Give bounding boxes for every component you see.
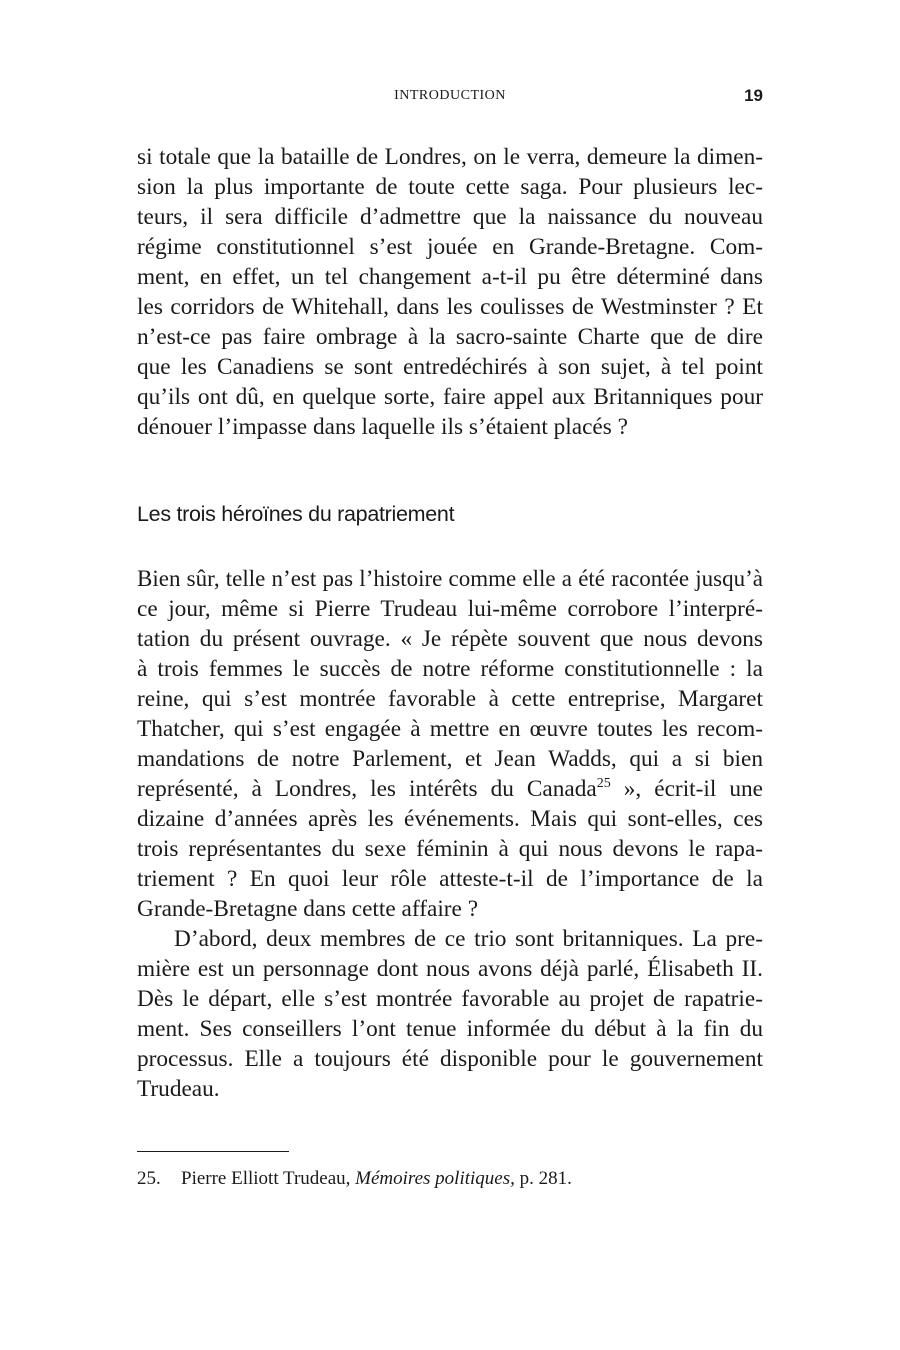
footnote-title: Mémoires politiques,: [355, 1168, 515, 1189]
text-line: que les Canadiens se sont entredéchirés à son sujet, à tel point: [137, 354, 763, 380]
footnote-page: p. 281.: [514, 1168, 572, 1189]
note-line-after: », écrit-il une: [610, 776, 763, 802]
text-line: Bien sûr, telle n’est pas l’histoire comme elle a été racontée jusqu’à: [137, 566, 763, 591]
page-number: 19: [744, 86, 763, 105]
text-line: trois représentantes du sexe féminin à qui nous devons le rapa-: [137, 836, 763, 862]
text-line: dizaine d’années après les événements. Mais qui sont-elles, ces: [137, 806, 763, 832]
paragraph-2: [137, 564, 763, 924]
text-line: sion la plus importante de toute cette saga. Pour plusieurs lec-: [137, 174, 763, 200]
text-line-with-note: [137, 774, 763, 804]
text-line: mandations de notre Parlement, et Jean Wadds, qui a si bien: [137, 746, 763, 772]
text-line: ce jour, même si Pierre Trudeau lui-même corrobore l’interpré-: [137, 596, 763, 622]
text-line: reine, qui s’est montrée favorable à cette entreprise, Margaret: [137, 686, 763, 712]
paragraph-3: [137, 924, 763, 1104]
text-line: ment. Ses conseillers l’ont tenue informée du début à la fin du: [137, 1016, 763, 1042]
text-line: ment, en effet, un tel changement a-t-il pu être déterminé dans: [137, 264, 763, 290]
text-line: D’abord, deux membres de ce trio sont britanniques. La pre-: [174, 926, 763, 952]
text-line: qu’ils ont dû, en quelque sorte, faire appel aux Britanniques pour: [137, 384, 763, 410]
text-line: Thatcher, qui s’est engagée à mettre en œuvre toutes les recom-: [137, 716, 763, 742]
text-line: Dès le départ, elle s’est montrée favorable au projet de rapatrie-: [137, 986, 763, 1012]
paragraph-1: [137, 142, 763, 442]
footnote-author: Pierre Elliott Trudeau,: [181, 1168, 356, 1189]
note-line-before: représenté, à Londres, les intérêts du Canada: [137, 776, 597, 802]
text-line: Grande-Bretagne dans cette affaire ?: [137, 896, 479, 922]
footnote-divider: [137, 1151, 289, 1152]
text-line: à trois femmes le succès de notre réforme constitutionnelle : la: [137, 656, 763, 682]
text-line: tation du présent ouvrage. « Je répète souvent que nous devons: [137, 626, 763, 652]
text-line: si totale que la bataille de Londres, on le verra, demeure la dimen-: [137, 144, 763, 170]
text-line: mière est un personnage dont nous avons déjà parlé, Élisabeth II.: [137, 956, 763, 982]
footnote: [137, 1166, 572, 1192]
section-heading: Les trois héroïnes du rapatriement: [137, 502, 455, 526]
text-line: triement ? En quoi leur rôle atteste-t-il de l’importance de la: [137, 866, 763, 892]
footnote-reference: 25: [596, 776, 611, 791]
text-line: régime constitutionnel s’est jouée en Grande-Bretagne. Com-: [137, 234, 763, 260]
text-line: Trudeau.: [137, 1076, 220, 1102]
text-line: n’est-ce pas faire ombrage à la sacro-sainte Charte que de dire: [137, 324, 763, 350]
running-head: [137, 86, 763, 108]
text-line: dénouer l’impasse dans laquelle ils s’étaient placés ?: [137, 414, 628, 440]
running-title: INTRODUCTION: [394, 88, 506, 103]
text-line: processus. Elle a toujours été disponible pour le gouvernement: [137, 1046, 763, 1072]
text-line: les corridors de Whitehall, dans les coulisses de Westminster ? Et: [137, 294, 763, 320]
text-line: teurs, il sera difficile d’admettre que la naissance du nouveau: [137, 204, 763, 230]
footnote-number: 25.: [137, 1168, 161, 1189]
